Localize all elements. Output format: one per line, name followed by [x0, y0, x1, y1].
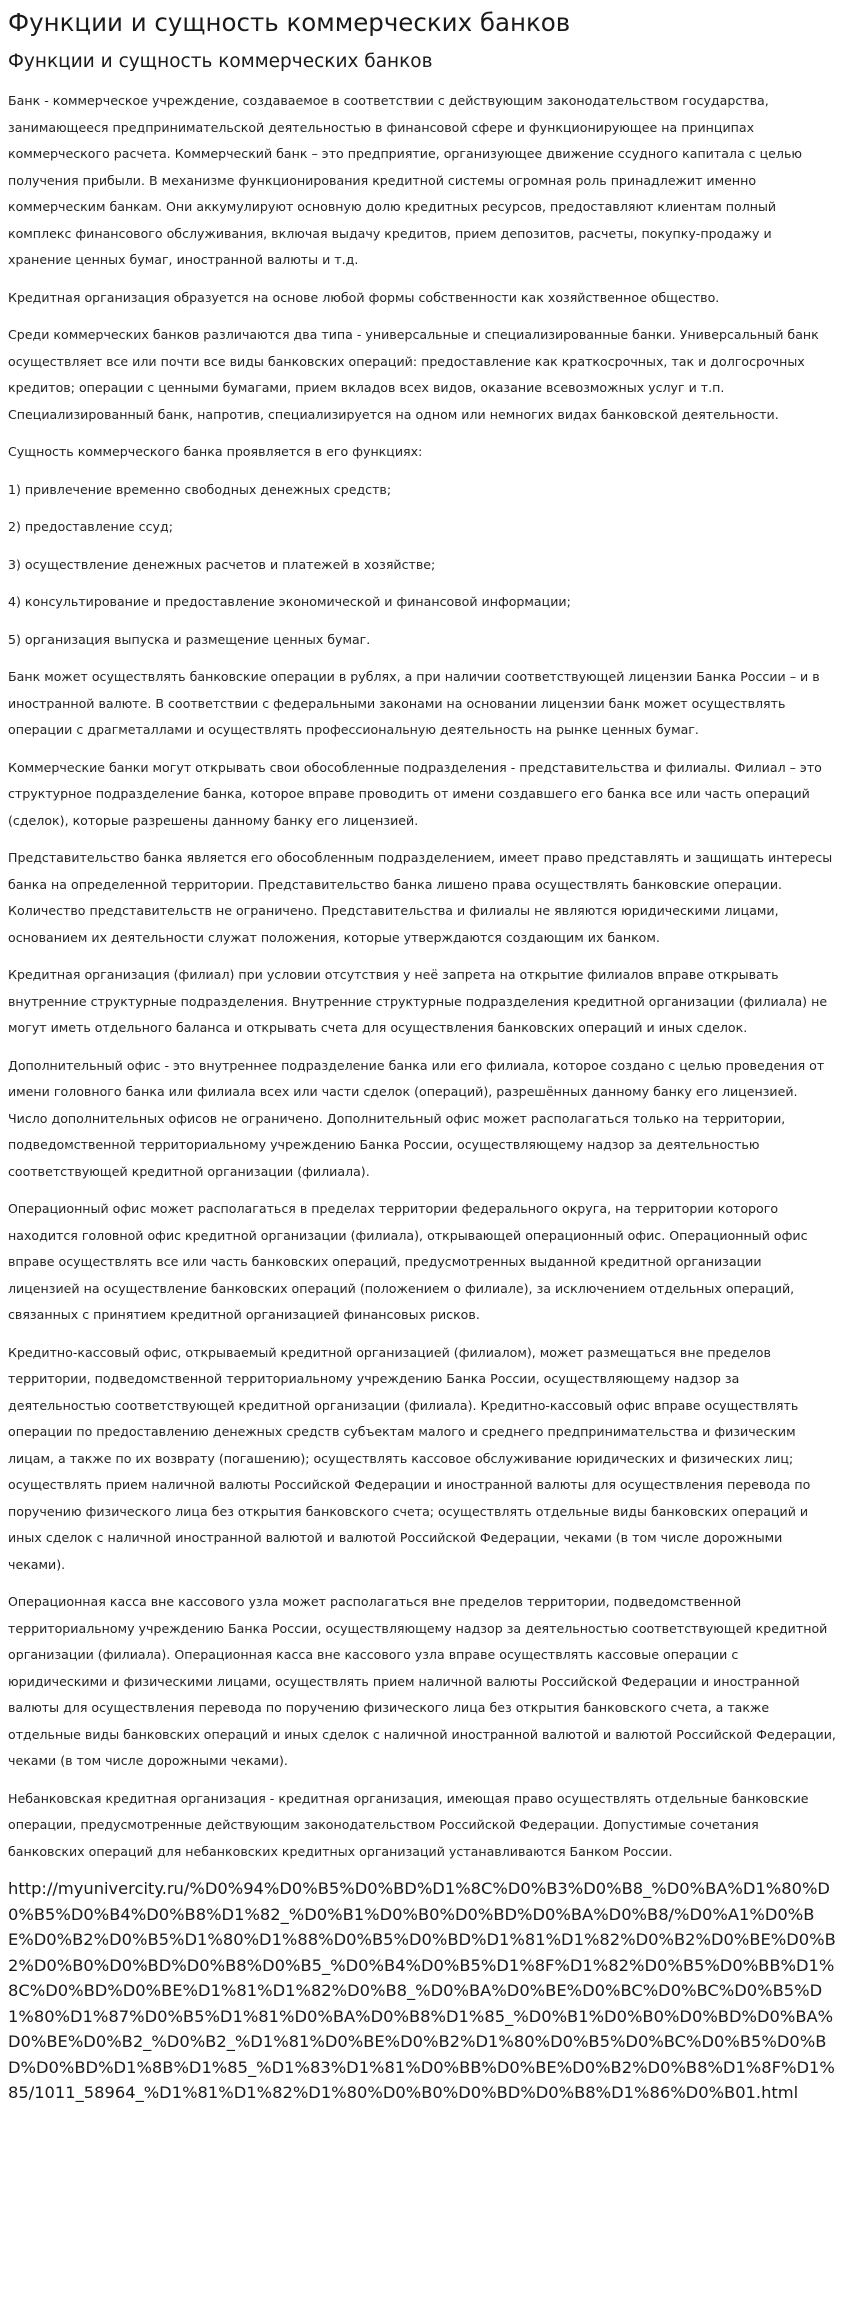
article-body — [8, 88, 837, 1865]
paragraph: Представительство банка является его обособленным подразделением, имеет право представлять и защищать интересы банка на определенной территории. Представительство банка лишено права осуществлять банковские операции. Количество представительств не ограничено. Представительства и филиалы не являются юридическими лицами, основанием их деятельности служат положения, которые утверждаются создающим их банком. — [8, 850, 833, 945]
paragraph: Банк - коммерческое учреждение, создаваемое в соответствии с действующим законодательством государства, занимающееся предпринимательской деятельностью в финансовой сфере и функционирующее на принципах коммерческого расчета. Коммерческий банк – это предприятие, организующее движение ссудного капитала с целью получения прибыли. В механизме функционирования кредитной системы огромная роль принадлежит именно коммерческим банкам. Они аккумулируют основную долю кредитных ресурсов, предоставляют клиентам полный комплекс финансового обслуживания, включая выдачу кредитов, прием депозитов, расчеты, покупку-продажу и хранение ценных бумаг, иностранной валюты и т.д. — [8, 93, 803, 267]
paragraph: Кредитная организация образуется на основе любой формы собственности как хозяйственное общество. — [8, 289, 720, 305]
list-item: 2) предоставление ссуд; — [8, 519, 173, 534]
paragraph: Дополнительный офис - это внутреннее подразделение банка или его филиала, которое создано с целью проведения от имени головного банка или филиала всех или части сделок (операций), разрешённых данному банку его лицензией. Число дополнительных офисов не ограничено. Дополнительный офис может располагаться только на территории, подведомственной территориальному учреждению Банка России, осуществляющему надзор за деятельностью соответствующей кредитной организации (филиала). — [8, 1057, 825, 1179]
paragraph: Кредитная организация (филиал) при условии отсутствия у неё запрета на открытие филиалов вправе открывать внутренние структурные подразделения. Внутренние структурные подразделения кредитной организации (филиала) не могут иметь отдельного баланса и открывать счета для осуществления банковских операций и иных сделок. — [8, 967, 828, 1035]
article-heading: Функции и сущность коммерческих банков — [8, 51, 433, 72]
paragraph: Сущность коммерческого банка проявляется в его функциях: — [8, 444, 423, 459]
page-title: Функции и сущность коммерческих банков — [8, 8, 571, 37]
paragraph: Среди коммерческих банков различаются два типа - универсальные и специализированные банки. Универсальный банк осуществляет все или почти все виды банковских операций: предоставление как краткосрочных, так и долгосрочных кредитов; операции с ценными бумагами, прием вкладов всех видов, оказание всевозможных услуг и т.п. Специализированный банк, напротив, специализируется на одном или немногих видах банковской деятельности. — [8, 327, 819, 422]
list-item: 3) осуществление денежных расчетов и платежей в хозяйстве; — [8, 556, 436, 572]
paragraph: Банк может осуществлять банковские операции в рублях, а при наличии соответствующей лицензии Банка России – и в иностранной валюте. В соответствии с федеральными законами на основании лицензии банк может осуществлять операции с драгметаллами и осуществлять профессиональную деятельность на рынке ценных бумаг. — [8, 669, 820, 737]
list-item: 1) привлечение временно свободных денежных средств; — [8, 481, 392, 497]
paragraph: Коммерческие банки могут открывать свои обособленные подразделения - представительства и филиалы. Филиал – это структурное подразделение банка, которое вправе проводить от имени создавшего его банка все или часть операций (сделок), которые разрешены данному банку его лицензией. — [8, 759, 822, 828]
paragraph: Небанковская кредитная организация - кредитная организация, имеющая право осуществлять отдельные банковские операции, предусмотренные действующим законодательством Российской Федерации. Допустимые сочетания банковских операций для небанковских кредитных организаций устанавливаются Банком России. — [8, 1790, 809, 1859]
source-url: http://myunivercity.ru/%D0%94%D0%B5%D0%BD%D1%8C%D0%B3%D0%B8_%D0%BA%D1%80%D0%B5%D0%B4%D0%B8%D1%82_%D0%B1%D0%B0%D0%BD%D0%BA%D0%B8/%D0%A1%D0%BE%D0%B2%D0%B5%D1%80%D1%88%D0%B5%D0%BD%D1%81%D1%82%D0%B2%D0%BE%D0%B2%D0%B0%D0%BD%D0%B8%D0%B5_%D0%B4%D0%B5%D1%8F%D1%82%D0%B5%D0%BB%D1%8C%D0%BD%D0%BE%D1%81%D1%82%D0%B8_%D0%BA%D0%BE%D0%BC%D0%BC%D0%B5%D1%80%D1%87%D0%B5%D1%81%D0%BA%D0%B8%D1%85_%D0%B1%D0%B0%D0%BD%D0%BA%D0%BE%D0%B2_%D0%B2_%D1%81%D0%BE%D0%B2%D1%80%D0%B5%D0%BC%D0%B5%D0%BD%D0%BD%D1%8B%D1%85_%D1%83%D1%81%D0%BB%D0%BE%D0%B2%D0%B8%D1%8F%D1%85/1011_58964_%D1%81%D1%82%D1%80%D0%B0%D0%BD%D0%B8%D1%86%D0%B01.html — [8, 1879, 836, 2102]
list-item: 4) консультирование и предоставление экономической и финансовой информации; — [8, 594, 571, 609]
list-item: 5) организация выпуска и размещение ценных бумаг. — [8, 631, 371, 647]
paragraph: Кредитно-кассовый офис, открываемый кредитной организацией (филиалом), может размещаться вне пределов территории, подведомственной территориальному учреждению Банка России, осуществляющему надзор за деятельностью соответствующей кредитной организации (филиала). Кредитно-кассовый офис вправе осуществлять операции по предоставлению денежных средств субъектам малого и среднего предпринимательства и физическим лицам, а также по их возврату (погашению); осуществлять кассовое обслуживание юридических и физических лиц; осуществлять прием наличной валюты Российской Федерации и иностранной валюты для осуществления перевода по поручению физического лица без открытия банковского счета; осуществлять отдельные виды банковских операций и иных сделок с наличной иностранной валютой и валютой Российской Федерации, чеками (в том числе дорожными чеками). — [8, 1344, 811, 1572]
paragraph: Операционная касса вне кассового узла может располагаться вне пределов территории, подведомственной территориальному учреждению Банка России, осуществляющему надзор за деятельностью соответствующей кредитной организации (филиала). Операционная касса вне кассового узла вправе осуществлять кассовые операции с юридическими и физическими лицами, осуществлять прием наличной валюты Российской Федерации и иностранной валюты для осуществления перевода по поручению физического лица без открытия банковского счета, а также отдельные виды банковских операций и иных сделок с наличной иностранной валютой и валютой Российской Федерации, чеками (в том числе дорожными чеками). — [8, 1594, 836, 1768]
paragraph: Операционный офис может располагаться в пределах территории федерального округа, на территории которого находится головной офис кредитной организации (филиала), открывающей операционный офис. Операционный офис вправе осуществлять все или часть банковских операций, предусмотренных выданной кредитной организации лицензией на осуществление банковских операций (положением о филиале), за исключением отдельных операций, связанных с принятием кредитной организацией финансовых рисков. — [8, 1201, 808, 1322]
